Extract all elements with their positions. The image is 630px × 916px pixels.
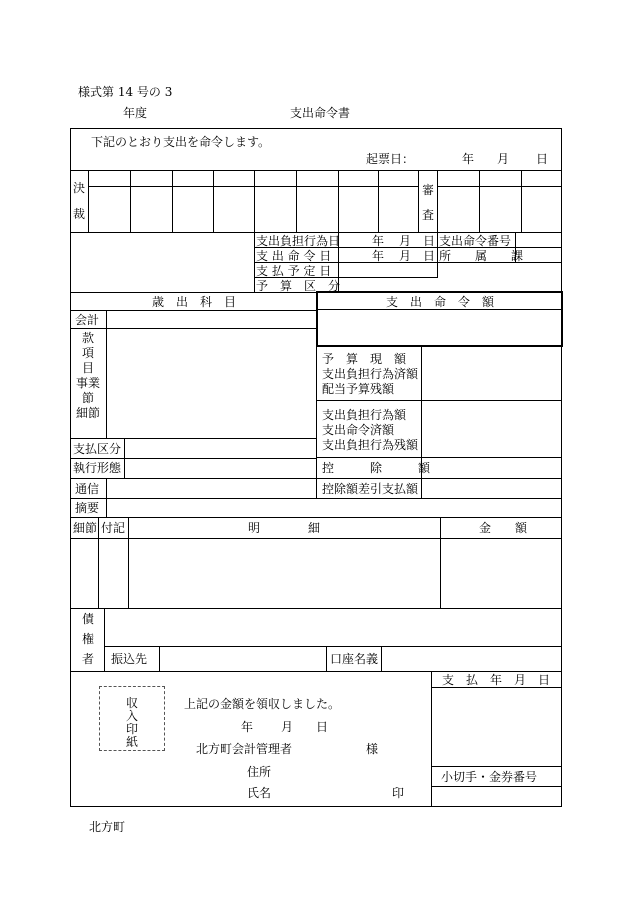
order-date-label: 支 出 命 令 日 — [256, 249, 332, 263]
address-label: 住所 — [247, 765, 272, 779]
receipt-year: 年 — [241, 720, 254, 734]
draft-day: 日 — [536, 152, 549, 166]
form-number: 様式第 14 号の 3 — [78, 85, 173, 99]
receipt-month: 月 — [281, 720, 294, 734]
review-char-1: 審 — [422, 183, 435, 197]
receipt-day: 日 — [316, 720, 329, 734]
category-saisetsu: 細節 — [76, 406, 101, 420]
creditor-char-1: 債 — [82, 612, 95, 626]
burden-act-amount-label: 支出負担行為額 — [322, 408, 407, 422]
category-kou: 項 — [82, 346, 95, 360]
category-kan: 款 — [82, 331, 95, 345]
transfer-to-label: 振込先 — [111, 652, 148, 666]
burden-date-year: 年 — [372, 234, 385, 248]
stamp-char-1: 収 — [126, 696, 139, 710]
note-header: 付記 — [101, 521, 126, 535]
account-items-header: 歳 出 科 目 — [152, 295, 237, 309]
creditor-char-3: 者 — [82, 652, 95, 666]
category-setsu: 節 — [82, 391, 95, 405]
accounting-label: 会計 — [75, 313, 100, 327]
check-number-label: 小切手・金券番号 — [441, 770, 538, 784]
order-number-label: 支出命令番号 — [439, 234, 512, 248]
stamp-char-2: 入 — [126, 709, 139, 723]
honorific: 様 — [366, 742, 379, 756]
summary-label: 摘要 — [75, 501, 100, 515]
decision-char-1: 決 — [73, 181, 86, 195]
payment-class-label: 支払区分 — [73, 442, 122, 456]
order-date-day: 日 — [423, 249, 436, 263]
decision-char-2: 裁 — [73, 207, 86, 221]
received-text: 上記の金額を領収しました。 — [184, 697, 341, 711]
manager-label: 北方町会計管理者 — [196, 742, 293, 756]
payment-date-header: 支 払 年 月 日 — [442, 673, 551, 687]
order-amount-divider — [316, 309, 562, 310]
amount-header: 金 額 — [479, 521, 528, 535]
communication-label: 通信 — [75, 482, 100, 496]
stamp-char-4: 紙 — [126, 735, 139, 749]
category-jigyou: 事業 — [76, 376, 101, 390]
order-date-year: 年 — [372, 249, 385, 263]
deduction-label: 控 除 額 — [322, 461, 431, 475]
net-payment-label: 控除額差引支払額 — [322, 482, 419, 496]
sub-section-header: 細節 — [73, 521, 98, 535]
instruction-text: 下記のとおり支出を命令します。 — [91, 135, 271, 149]
draft-year: 年 — [462, 152, 475, 166]
draft-month: 月 — [497, 152, 510, 166]
burden-executed-label: 支出負担行為済額 — [322, 367, 419, 381]
fiscal-year-label: 年度 — [123, 106, 148, 120]
description-header: 明 細 — [248, 521, 321, 535]
execution-form-label: 執行形態 — [73, 461, 122, 475]
draft-date-label: 起票日： — [366, 152, 415, 166]
seal-label: 印 — [392, 786, 405, 800]
affiliation-label: 所 属 課 — [439, 249, 524, 263]
name-label: 氏名 — [247, 786, 272, 800]
payment-scheduled-label: 支 払 予 定 日 — [256, 264, 332, 278]
allocated-balance-label: 配当予算残額 — [322, 382, 395, 396]
stamp-char-3: 印 — [126, 722, 139, 736]
document-title: 支出命令書 — [290, 106, 351, 120]
burden-date-month: 月 — [399, 234, 412, 248]
creditor-char-2: 権 — [82, 632, 95, 646]
budget-current-label: 予 算 現 額 — [322, 352, 407, 366]
town-name: 北方町 — [89, 820, 126, 834]
category-moku: 目 — [82, 361, 95, 375]
order-date-month: 月 — [399, 249, 412, 263]
burden-date-day: 日 — [423, 234, 436, 248]
burden-balance-label: 支出負担行為残額 — [322, 438, 419, 452]
review-char-2: 査 — [422, 208, 435, 222]
order-executed-label: 支出命令済額 — [322, 423, 395, 437]
order-amount-header: 支 出 命 令 額 — [386, 295, 495, 309]
account-name-label: 口座名義 — [330, 652, 379, 666]
budget-class-label: 予 算 区 分 — [256, 279, 341, 293]
burden-act-date-label: 支出負担行為日 — [256, 234, 341, 248]
